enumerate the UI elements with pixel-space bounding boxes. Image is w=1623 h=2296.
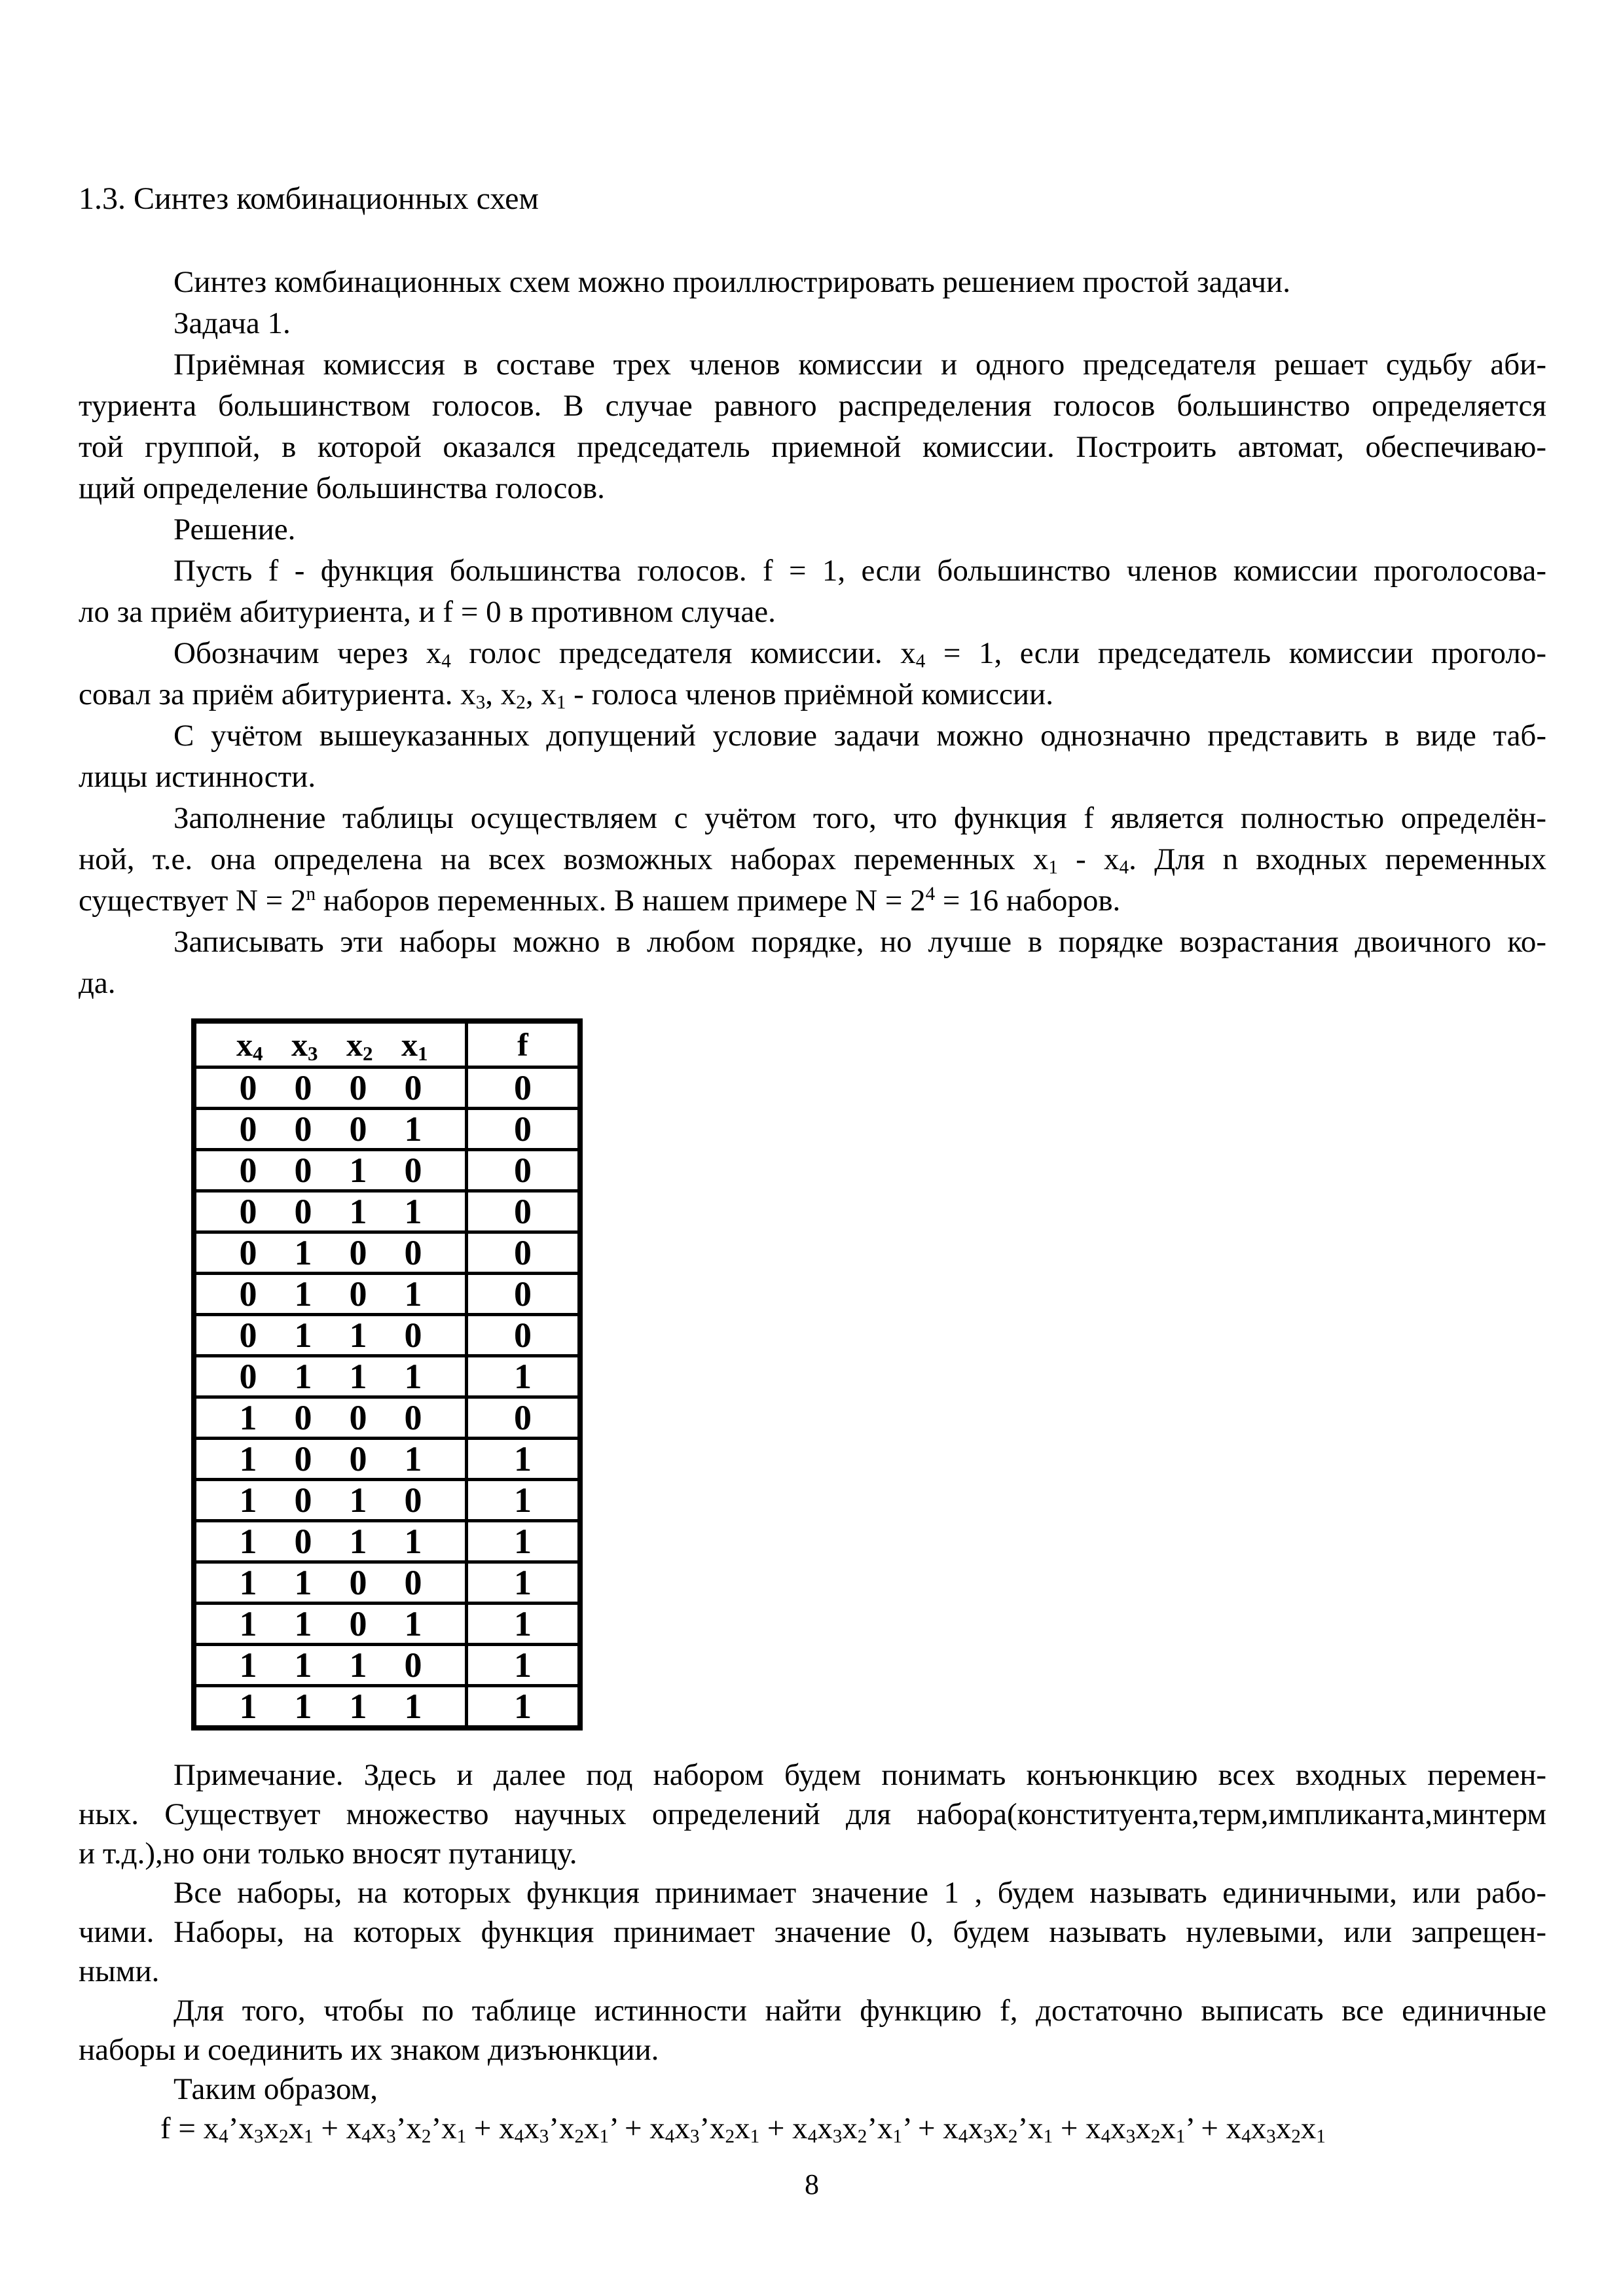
bit-value: 0 (404, 1563, 422, 1602)
text-line: Таким образом, (173, 2072, 378, 2106)
text-line: да. (79, 966, 116, 1000)
bit-value: 0 (349, 1274, 367, 1314)
function-value-cell: 0 (465, 1399, 577, 1437)
text-line: Приёмная комиссия в составе трех членов комиссии и одного председателя решает судьбу аби- (173, 348, 1546, 382)
bit-value: 0 (349, 1398, 367, 1437)
bit-value: 0 (404, 1233, 422, 1272)
input-bits-cell (196, 1522, 465, 1560)
bit-value: 0 (404, 1151, 422, 1190)
truth-table-row (196, 1643, 577, 1684)
bit-value: 0 (349, 1439, 367, 1479)
bit-value: 1 (294, 1604, 312, 1643)
text-line: существует $N = 2^n$ наборов переменных. В нашем примере $N = 2^4 = 16$ наборов. (79, 883, 1121, 918)
text-line: туриента большинством голосов. В случае равного распределения голосов большинство определяется (79, 389, 1546, 423)
text-line: Решение. (173, 512, 296, 547)
function-value-cell: 0 (465, 1110, 577, 1148)
truth-table-row (196, 1354, 577, 1395)
truth-table-row (196, 1313, 577, 1354)
input-bits-cell (196, 1193, 465, 1230)
truth-table-row (196, 1066, 577, 1107)
text-line: Синтез комбинационных схем можно проиллюстрировать решением простой задачи. (173, 265, 1290, 299)
text-line: Все наборы, на которых функция принимает значение 1 , будем называть единичными, или рабо- (173, 1876, 1546, 1910)
bit-value: 1 (239, 1439, 257, 1479)
input-bits-cell (196, 1110, 465, 1148)
text-line: щий определение большинства голосов. (79, 471, 605, 505)
text-line: Примечание. Здесь и далее под набором будем понимать конъюнкцию всех входных перемен- (173, 1758, 1546, 1792)
text-line: той группой, в которой оказался председатель приемной комиссии. Построить автомат, обеспечиваю- (79, 430, 1546, 464)
text-line: ных. Существует множество научных определений для набора(конституента,терм,импликанта,минтерм (79, 1797, 1546, 1831)
function-value-cell: 1 (465, 1605, 577, 1643)
page-number: 8 (805, 2168, 819, 2200)
bit-value: 0 (239, 1151, 257, 1190)
bit-value: 0 (239, 1233, 257, 1272)
input-bits-cell (196, 1275, 465, 1313)
input-bits-cell (196, 1646, 465, 1684)
truth-table-row (196, 1272, 577, 1313)
truth-table-row (196, 1602, 577, 1643)
bit-value: 0 (294, 1192, 312, 1231)
bit-value: 0 (404, 1645, 422, 1685)
truth-table-input-headers (196, 1024, 465, 1066)
bit-value: 0 (239, 1316, 257, 1355)
text-line: ными. (79, 1954, 160, 1988)
paragraphs-after-table (79, 1755, 1546, 2148)
text-line: совал за приём абитуриента. $x_3$, $x_2$, $x_1$ - голоса членов приёмной комиссии. (79, 677, 1053, 713)
truth-table-row (196, 1684, 577, 1725)
bit-value: 0 (404, 1068, 422, 1107)
text-line: наборы и соединить их знаком дизъюнкции. (79, 2033, 659, 2067)
bit-value: 1 (294, 1357, 312, 1396)
truth-table-row (196, 1230, 577, 1272)
bit-value: 1 (239, 1398, 257, 1437)
text-line: Обозначим через $x_4$ голос председателя комиссии. $x_4 = 1$, если председатель комиссии проголо- (173, 636, 1546, 672)
input-bits-cell (196, 1234, 465, 1272)
bit-value: 1 (404, 1357, 422, 1396)
bit-value: 0 (349, 1109, 367, 1149)
bit-value: 1 (239, 1522, 257, 1561)
bit-value: 1 (349, 1645, 367, 1685)
function-value-cell: 1 (465, 1481, 577, 1519)
text-line: Заполнение таблицы осуществляем с учётом того, что функция f является полностью определён- (173, 801, 1546, 835)
truth-table-row (196, 1395, 577, 1437)
truth-table-row (196, 1107, 577, 1148)
bit-value: 1 (404, 1604, 422, 1643)
input-bits-cell (196, 1564, 465, 1602)
section-heading: 1.3. Синтез комбинационных схем (79, 181, 539, 216)
function-value-cell: 1 (465, 1687, 577, 1725)
bit-value: 0 (294, 1398, 312, 1437)
function-value-cell: 1 (465, 1522, 577, 1560)
function-value-cell: 0 (465, 1193, 577, 1230)
input-bits-cell (196, 1357, 465, 1395)
text-line: Записывать эти наборы можно в любом порядке, но лучше в порядке возрастания двоичного ко- (173, 925, 1546, 959)
truth-table-row (196, 1519, 577, 1560)
function-value-cell: 0 (465, 1316, 577, 1354)
bit-value: 1 (239, 1687, 257, 1726)
bit-value: 0 (294, 1109, 312, 1149)
input-variable-label: $x_1$ (401, 1026, 428, 1065)
function-value-cell: 0 (465, 1069, 577, 1107)
function-value-cell: 0 (465, 1275, 577, 1313)
bit-value: 1 (404, 1439, 422, 1479)
text-line: $f = x_4’x_3x_2x_1$ + $x_4x_3’x_2’x_1$ + $x_4x_3’x_2x_1$’ + $x_4x_3’x_2x_1$ + $x_4x_3x_2’x_1$’ + $x_4x_3x_2’x_1 + x_4x_3x_2x_1$’ + $x_4x_3x_2x_1$ (160, 2111, 1326, 2147)
bit-value: 0 (349, 1563, 367, 1602)
bit-value: 1 (349, 1192, 367, 1231)
bit-value: 0 (239, 1192, 257, 1231)
bit-value: 0 (294, 1522, 312, 1561)
bit-value: 0 (294, 1151, 312, 1190)
text-line: Пусть f - функция большинства голосов. f = 1, если большинство членов комиссии проголосова- (173, 554, 1546, 588)
bit-value: 0 (349, 1068, 367, 1107)
input-bits-cell (196, 1605, 465, 1643)
bit-value: 1 (404, 1522, 422, 1561)
bit-value: 0 (239, 1109, 257, 1149)
bit-value: 1 (294, 1233, 312, 1272)
input-bits-cell (196, 1399, 465, 1437)
truth-table-row (196, 1437, 577, 1478)
bit-value: 1 (404, 1192, 422, 1231)
bit-value: 1 (404, 1274, 422, 1314)
truth-table-row (196, 1560, 577, 1602)
output-variable-label: f (465, 1024, 577, 1066)
input-bits-cell (196, 1481, 465, 1519)
bit-value: 0 (294, 1068, 312, 1107)
text-line: и т.д.),но они только вносят путаницу. (79, 1837, 577, 1871)
bit-value: 1 (294, 1274, 312, 1314)
bit-value: 0 (239, 1274, 257, 1314)
bit-value: 1 (349, 1316, 367, 1355)
bit-value: 1 (349, 1357, 367, 1396)
text-line: чими. Наборы, на которых функция принимает значение 0, будем называть нулевыми, или запрещен- (79, 1915, 1546, 1949)
text-line: лицы истинности. (79, 760, 316, 794)
bit-value: 1 (349, 1687, 367, 1726)
bit-value: 0 (404, 1398, 422, 1437)
bit-value: 1 (294, 1687, 312, 1726)
bit-value: 0 (349, 1233, 367, 1272)
bit-value: 1 (239, 1563, 257, 1602)
bit-value: 1 (404, 1687, 422, 1726)
bit-value: 1 (294, 1563, 312, 1602)
function-value-cell: 0 (465, 1151, 577, 1189)
input-bits-cell (196, 1151, 465, 1189)
text-line: Для того, чтобы по таблице истинности найти функцию f, достаточно выписать все единичные (173, 1994, 1546, 2028)
function-value-cell: 1 (465, 1357, 577, 1395)
text-line: ло за приём абитуриента, и f = 0 в противном случае. (79, 595, 776, 629)
input-bits-cell (196, 1440, 465, 1478)
text-line: С учётом вышеуказанных допущений условие задачи можно однозначно представить в виде таб- (173, 719, 1546, 753)
bit-value: 0 (349, 1604, 367, 1643)
truth-table-row (196, 1148, 577, 1189)
input-variable-label: $x_3$ (291, 1026, 318, 1065)
function-value-cell: 1 (465, 1646, 577, 1684)
function-value-cell: 1 (465, 1564, 577, 1602)
bit-value: 1 (404, 1109, 422, 1149)
bit-value: 0 (404, 1480, 422, 1520)
text-line: ной, т.е. она определена на всех возможных наборах переменных $x_1 - x_4$. Для n входных переменных (79, 842, 1546, 878)
function-value-cell: 1 (465, 1440, 577, 1478)
input-variable-label: $x_4$ (236, 1026, 263, 1065)
truth-table-row (196, 1478, 577, 1519)
input-bits-cell (196, 1069, 465, 1107)
truth-table (191, 1018, 583, 1731)
bit-value: 1 (239, 1645, 257, 1685)
text-line: Задача 1. (173, 306, 291, 340)
truth-table-row (196, 1189, 577, 1230)
truth-table-header-row (196, 1024, 577, 1066)
bit-value: 1 (349, 1480, 367, 1520)
bit-value: 1 (239, 1480, 257, 1520)
bit-value: 0 (239, 1357, 257, 1396)
input-bits-cell (196, 1316, 465, 1354)
function-value-cell: 0 (465, 1234, 577, 1272)
bit-value: 1 (349, 1151, 367, 1190)
input-variable-label: $x_2$ (346, 1026, 373, 1065)
paragraphs-before-table (79, 262, 1546, 1004)
bit-value: 1 (349, 1522, 367, 1561)
bit-value: 0 (294, 1480, 312, 1520)
bit-value: 0 (404, 1316, 422, 1355)
bit-value: 1 (239, 1604, 257, 1643)
bit-value: 0 (239, 1068, 257, 1107)
bit-value: 0 (294, 1439, 312, 1479)
bit-value: 1 (294, 1645, 312, 1685)
input-bits-cell (196, 1687, 465, 1725)
bit-value: 1 (294, 1316, 312, 1355)
